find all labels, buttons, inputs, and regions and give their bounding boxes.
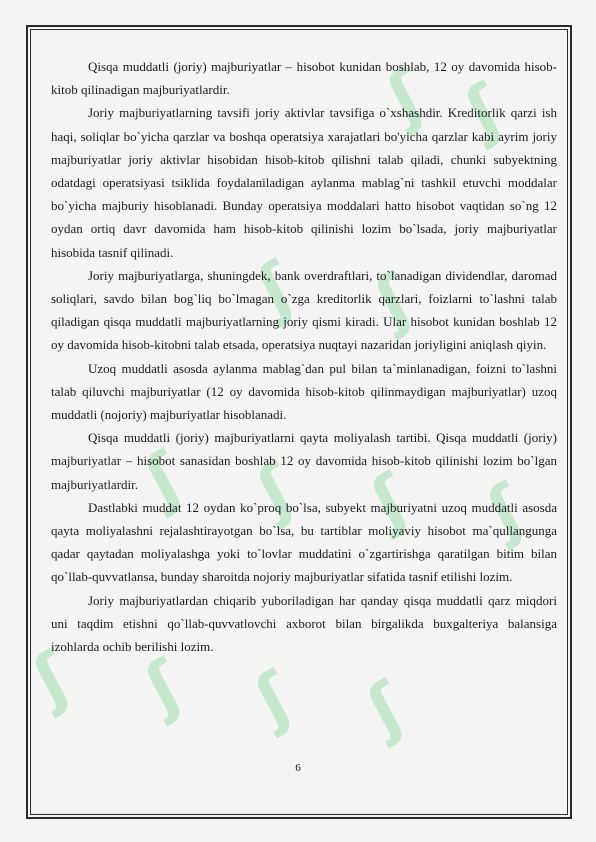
- watermark-glyph: ʃ: [363, 260, 424, 341]
- paragraph: Qisqa muddatli (joriy) majburiyatlar – hisobot kunidan boshlab, 12 oy davomida hisob-kitob qilinadigan majburiyatlardir.: [51, 59, 557, 98]
- watermark-glyph: ʃ: [21, 638, 82, 719]
- paragraph: Joriy majburiyatlarning tavsifi joriy aktivlar tavsifiga o`xshashdir. Kreditorlik qarzi ish haqi, soliqlar bo`yicha qarzlar va boshqa operatsiya xarajatlari bo'yicha qarzlar kabi ayrim joriy majburiyatlar joriy aktivlar hisobidan hisob-kitob qilishni talab qiladi, chunki subyektning odatdagi operatsiyasi tsiklida foydalaniladigan aylanma mablag`ni tashkil etuvchi moddalar bo`yicha majburiy hisoblanadi. Bunday operatsiya moddalari hatto hisobot vaqtidan so`ng 12 oydan ortiq davr davomida ham hisob-kitob qilinishi lozim bo`lsada, joriy majburiyatlar hisobida tasnif qilinadi.: [51, 105, 557, 260]
- watermark-glyph: ʃ: [245, 450, 306, 531]
- page-number: 6: [295, 762, 301, 774]
- watermark-glyph: ʃ: [133, 646, 194, 727]
- watermark-glyph: ʃ: [245, 248, 306, 329]
- watermark-glyph: ʃ: [375, 56, 436, 137]
- watermark-glyph: ʃ: [475, 470, 536, 551]
- watermark-glyph: ʃ: [355, 668, 416, 749]
- paragraph: Joriy majburiyatlardan chiqarib yuboriladigan har qanday qisqa muddatli qarz miqdori uni taqdim etishni qo`llab-quvvatlovchi axborot bilan birgalikda buxgalteriya balansiga izohlarda ochib berilishi lozim.: [51, 592, 557, 655]
- body-text: [51, 55, 557, 658]
- paragraph: Uzoq muddatli asosda aylanma mablag`dan pul bilan ta`minlanadigan, foizni to`lashni talab qiluvchi majburiyatlar (12 oy davomida hisob-kitob qilinmaydigan majburiyatlar) uzoq muddatli (nojoriy) majburiyatlar hisoblanadi.: [51, 360, 557, 423]
- paragraph: Joriy majburiyatlarga, shuningdek, bank overdraftlari, to`lanadigan dividendlar, daromad soliqlari, savdo bilan bog`liq bo`lmagan o`zga kreditorlik qarzlari, foizlarni to`lashni talab qiladigan qisqa muddatli majburiyatlarning joriy qismi kiradi. Ular hisobot kunidan boshlab 12 oy davomida hisob-kitobni talab etsada, operatsiya nuqtayi nazaridan joriyligini aniqlash qiyin.: [51, 267, 557, 353]
- watermark-glyph: ʃ: [453, 70, 514, 151]
- watermark-glyph: ʃ: [243, 658, 304, 739]
- paragraph: Dastlabki muddat 12 oydan ko`proq bo`lsa, subyekt majburiyatni uzoq muddatli asosda qayta moliyalashni rejalashtirayotgan bo`lsa, bu tartiblar moliyaviy hisobot ma`qullangunga qadar qaytadan moliyalashga yoki to`lovlar muddatini o`zgartirishga qaratilgan bitim bilan qo`llab-quvvatlansa, bunday sharoitda nojoriy majburiyatlar sifatida tasnif etilishi lozim.: [51, 499, 557, 585]
- paragraph: Qisqa muddatli (joriy) majburiyatlarni qayta moliyalash tartibi. Qisqa muddatli (joriy) majburiyatlar – hisobot sanasidan boshlab 12 oy davomida hisob-kitob qilinishi lozim bo`lgan majburiyatlardir.: [51, 430, 557, 492]
- watermark-glyph: ʃ: [133, 438, 194, 519]
- watermark-glyph: ʃ: [359, 460, 420, 541]
